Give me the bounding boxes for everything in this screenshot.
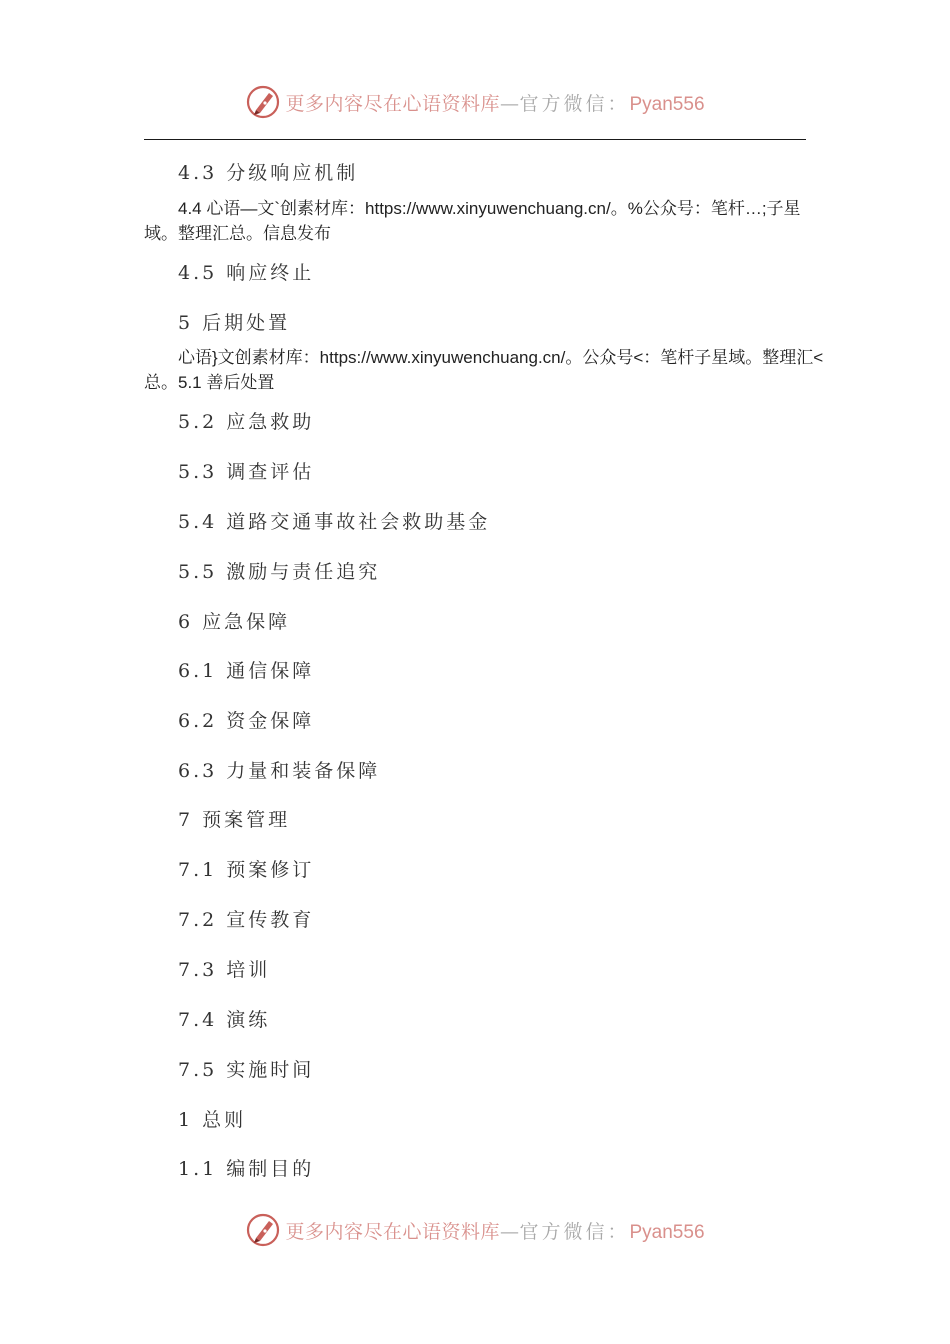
heading-6-2: 6.2 资金保障 bbox=[178, 710, 315, 732]
heading-7: 7 预案管理 bbox=[178, 809, 291, 831]
pen-nib-logo-icon bbox=[245, 1212, 281, 1248]
heading-5: 5 后期处置 bbox=[178, 312, 291, 334]
header-banner-handle: Pyan556 bbox=[629, 93, 705, 115]
header-divider bbox=[144, 139, 806, 140]
heading-7-5: 7.5 实施时间 bbox=[178, 1059, 315, 1081]
heading-6-1: 6.1 通信保障 bbox=[178, 660, 315, 682]
heading-5-4: 5.4 道路交通事故社会救助基金 bbox=[178, 511, 491, 533]
header-banner-text bbox=[285, 89, 704, 116]
footer-banner-handle: Pyan556 bbox=[629, 1221, 705, 1243]
paragraph-4-4: 4.4 心语—文`创素材库：https://www.xinyuwenchuang.cn/。%公众号：笔杆…;子星域。整理汇总。信息发布 bbox=[144, 199, 801, 243]
heading-5-2: 5.2 应急救助 bbox=[178, 411, 315, 433]
header-banner-main: 更多内容尽在心语资料库 bbox=[285, 92, 500, 115]
heading-7-2: 7.2 宣传教育 bbox=[178, 909, 315, 931]
pen-nib-logo-icon bbox=[245, 84, 281, 120]
heading-1-1: 1.1 编制目的 bbox=[178, 1158, 315, 1180]
heading-4-5: 4.5 响应终止 bbox=[178, 262, 315, 284]
footer-banner-dash: — bbox=[499, 1220, 520, 1243]
heading-7-3: 7.3 培训 bbox=[178, 959, 271, 981]
heading-5-3: 5.3 调查评估 bbox=[178, 461, 315, 483]
header-banner-official: 官方微信： bbox=[519, 92, 630, 115]
heading-6-3: 6.3 力量和装备保障 bbox=[178, 760, 381, 782]
footer-banner bbox=[0, 1210, 950, 1250]
heading-5-5: 5.5 激励与责任追究 bbox=[178, 561, 381, 583]
header-banner bbox=[0, 82, 950, 122]
footer-banner-official: 官方微信： bbox=[519, 1220, 630, 1243]
heading-1: 1 总则 bbox=[178, 1109, 247, 1131]
footer-banner-text bbox=[285, 1217, 704, 1244]
heading-7-1: 7.1 预案修订 bbox=[178, 859, 315, 881]
heading-4-3: 4.3 分级响应机制 bbox=[178, 162, 359, 184]
footer-banner-main: 更多内容尽在心语资料库 bbox=[285, 1220, 500, 1243]
paragraph-5-1: 心语}文创素材库：https://www.xinyuwenchuang.cn/。公众号<：笔杆子星域。整理汇<总。5.1 善后处置 bbox=[144, 348, 824, 392]
header-banner-dash: — bbox=[499, 92, 520, 115]
heading-7-4: 7.4 演练 bbox=[178, 1009, 271, 1031]
heading-6: 6 应急保障 bbox=[178, 611, 291, 633]
